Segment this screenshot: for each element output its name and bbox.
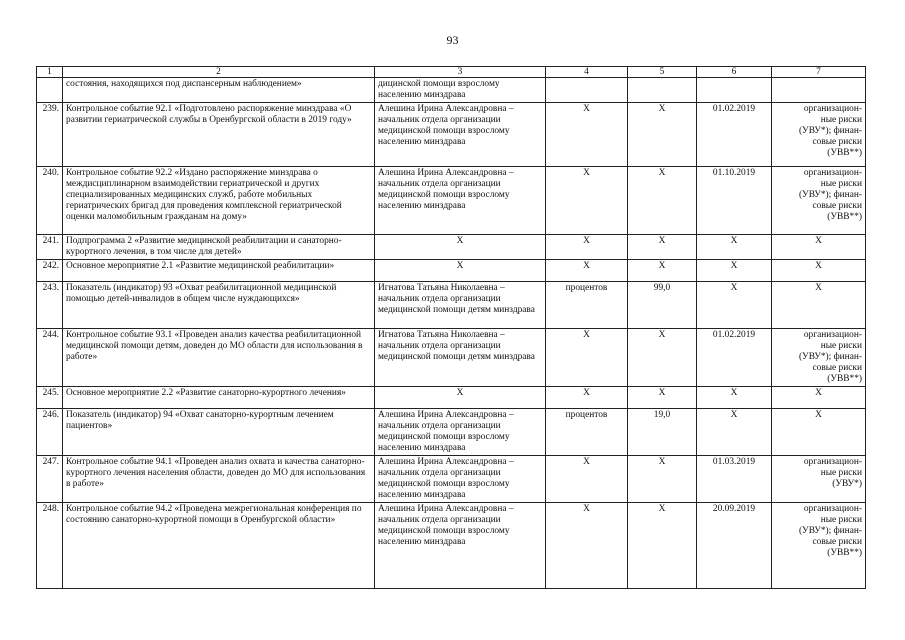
cell-event: Показатель (индикатор) 93 «Охват реабилитационной медицинской помощью детей-инвалидов в общем числе нуждающихся» <box>63 282 375 329</box>
header-cell: 4 <box>546 67 628 78</box>
cell-value: X <box>628 103 697 167</box>
table-header-row <box>37 67 866 78</box>
document-table <box>36 66 866 589</box>
header-cell: 2 <box>63 67 375 78</box>
risk-line: X <box>815 410 822 420</box>
cell-num: 241. <box>37 235 63 260</box>
cell-event: Основное мероприятие 2.2 «Развитие санаторно-курортного лечения» <box>63 387 375 409</box>
cell-num: 248. <box>37 503 63 589</box>
risk-line: совые риски <box>812 537 862 547</box>
risk-line: совые риски <box>812 137 862 147</box>
cell-risk <box>772 78 866 103</box>
risk-line: организацион- <box>803 457 862 467</box>
cell-unit: X <box>546 329 628 387</box>
risk-line: организацион- <box>803 504 862 514</box>
risk-line: (УВВ**) <box>827 212 862 222</box>
risk-line: (УВУ*); финан- <box>798 526 862 536</box>
cell-value: X <box>628 329 697 387</box>
cell-risk <box>772 235 866 260</box>
cell-num: 246. <box>37 409 63 456</box>
risk-line: (УВУ*); финан- <box>798 126 862 136</box>
cell-event: Контрольное событие 94.2 «Проведена межрегиональная конференция по состоянию санаторно-курортной помощи в Оренбургской области» <box>63 503 375 589</box>
cell-num: 244. <box>37 329 63 387</box>
cell-date: X <box>697 409 772 456</box>
cell-event: Показатель (индикатор) 94 «Охват санаторно-курортным лечением пациентов» <box>63 409 375 456</box>
cell-num: 242. <box>37 260 63 282</box>
risk-line: ные риски <box>820 341 862 351</box>
cell-date: 20.09.2019 <box>697 503 772 589</box>
risk-line: (УВУ*); финан- <box>798 352 862 362</box>
cell-value: X <box>628 260 697 282</box>
page-number: 93 <box>446 33 459 47</box>
header-cell: 3 <box>375 67 546 78</box>
continuation-row <box>37 78 866 103</box>
cell-risk <box>772 387 866 409</box>
cell-event: Контрольное событие 93.1 «Проведен анализ качества реабилитационной медицинской помощи детям, доведен до МО области для использования в работе» <box>63 329 375 387</box>
table-row <box>37 260 866 282</box>
cell-date: 01.03.2019 <box>697 456 772 503</box>
cell-date: X <box>697 260 772 282</box>
risk-line: (УВУ*); финан- <box>798 190 862 200</box>
cell-unit <box>546 78 628 103</box>
cell-date: 01.02.2019 <box>697 103 772 167</box>
table-row <box>37 409 866 456</box>
risk-line: X <box>815 261 822 271</box>
cell-responsible: дицинской помощи взрослому населению минздрава <box>375 78 546 103</box>
cell-num: 247. <box>37 456 63 503</box>
cell-risk <box>772 329 866 387</box>
cell-event: состояния, находящихся под диспансерным наблюдением» <box>63 78 375 103</box>
cell-responsible: Алешина Ирина Александровна – начальник отдела организации медицинской помощи взрослому населению минздрава <box>375 167 546 235</box>
cell-num: 240. <box>37 167 63 235</box>
table-row <box>37 167 866 235</box>
cell-unit: процентов <box>546 409 628 456</box>
table-row <box>37 456 866 503</box>
table-row <box>37 282 866 329</box>
cell-event: Подпрограмма 2 «Развитие медицинской реабилитации и санаторно-курортного лечения, в том числе для детей» <box>63 235 375 260</box>
cell-responsible: Алешина Ирина Александровна – начальник отдела организации медицинской помощи взрослому населению минздрава <box>375 503 546 589</box>
cell-unit: X <box>546 103 628 167</box>
table-row <box>37 103 866 167</box>
header-cell: 6 <box>697 67 772 78</box>
cell-responsible: X <box>375 235 546 260</box>
cell-value: 99,0 <box>628 282 697 329</box>
risk-line: X <box>815 236 822 246</box>
cell-event: Контрольное событие 92.2 «Издано распоряжение минздрава о междисциплинарном взаимодействии гериатрической и других специализированных медицинских служб, работе мобильных гериатрических бригад для проведения комплексной гериатрической оценки маломобильным гражданам на дому» <box>63 167 375 235</box>
risk-line: (УВВ**) <box>827 374 862 384</box>
table-row <box>37 235 866 260</box>
risk-line: (УВВ**) <box>827 148 862 158</box>
table-row <box>37 329 866 387</box>
cell-value: X <box>628 167 697 235</box>
cell-risk <box>772 456 866 503</box>
cell-value <box>628 78 697 103</box>
cell-value: X <box>628 456 697 503</box>
cell-value: X <box>628 387 697 409</box>
cell-risk <box>772 103 866 167</box>
risk-line: ные риски <box>820 179 862 189</box>
cell-risk <box>772 260 866 282</box>
cell-value: X <box>628 235 697 260</box>
risk-line: X <box>815 388 822 398</box>
risk-line: организацион- <box>803 168 862 178</box>
cell-date: X <box>697 282 772 329</box>
cell-value: 19,0 <box>628 409 697 456</box>
cell-unit: X <box>546 235 628 260</box>
cell-date: 01.10.2019 <box>697 167 772 235</box>
risk-line: организацион- <box>803 104 862 114</box>
risk-line: ные риски <box>820 515 862 525</box>
header-cell: 7 <box>772 67 866 78</box>
cell-responsible: Алешина Ирина Александровна – начальник отдела организации медицинской помощи взрослому населению минздрава <box>375 409 546 456</box>
cell-num: 245. <box>37 387 63 409</box>
cell-responsible: Алешина Ирина Александровна – начальник отдела организации медицинской помощи взрослому населению минздрава <box>375 456 546 503</box>
table-row <box>37 503 866 589</box>
cell-unit: X <box>546 260 628 282</box>
cell-event: Контрольное событие 92.1 «Подготовлено распоряжение минздрава «О развитии гериатрической службы в Оренбургской области в 2019 году» <box>63 103 375 167</box>
cell-responsible: X <box>375 387 546 409</box>
risk-line: совые риски <box>812 201 862 211</box>
cell-unit: X <box>546 387 628 409</box>
cell-value: X <box>628 503 697 589</box>
risk-line: ные риски <box>820 468 862 478</box>
cell-risk <box>772 282 866 329</box>
risk-line: ные риски <box>820 115 862 125</box>
table-row <box>37 387 866 409</box>
risk-line: X <box>815 283 822 293</box>
cell-risk <box>772 409 866 456</box>
cell-date <box>697 78 772 103</box>
risk-line: (УВВ**) <box>827 548 862 558</box>
cell-responsible: Алешина Ирина Александровна – начальник отдела организации медицинской помощи взрослому населению минздрава <box>375 103 546 167</box>
risk-line: совые риски <box>812 363 862 373</box>
cell-unit: X <box>546 503 628 589</box>
cell-date: X <box>697 387 772 409</box>
cell-event: Основное мероприятие 2.1 «Развитие медицинской реабилитации» <box>63 260 375 282</box>
cell-num: 243. <box>37 282 63 329</box>
cell-num <box>37 78 63 103</box>
cell-risk <box>772 503 866 589</box>
cell-unit: X <box>546 456 628 503</box>
cell-unit: X <box>546 167 628 235</box>
risk-line: (УВУ*) <box>832 479 862 489</box>
header-cell: 5 <box>628 67 697 78</box>
cell-unit: процентов <box>546 282 628 329</box>
cell-num: 239. <box>37 103 63 167</box>
cell-date: X <box>697 235 772 260</box>
cell-responsible: Игнатова Татьяна Николаевна – начальник отдела организации медицинской помощи детям минздрава <box>375 282 546 329</box>
header-cell: 1 <box>37 67 63 78</box>
cell-responsible: Игнатова Татьяна Николаевна – начальник отдела организации медицинской помощи детям минздрава <box>375 329 546 387</box>
cell-responsible: X <box>375 260 546 282</box>
cell-event: Контрольное событие 94.1 «Проведен анализ охвата и качества санаторно-курортного лечения населения области, доведен до МО для использования в работе» <box>63 456 375 503</box>
cell-date: 01.02.2019 <box>697 329 772 387</box>
cell-risk <box>772 167 866 235</box>
risk-line: организацион- <box>803 330 862 340</box>
